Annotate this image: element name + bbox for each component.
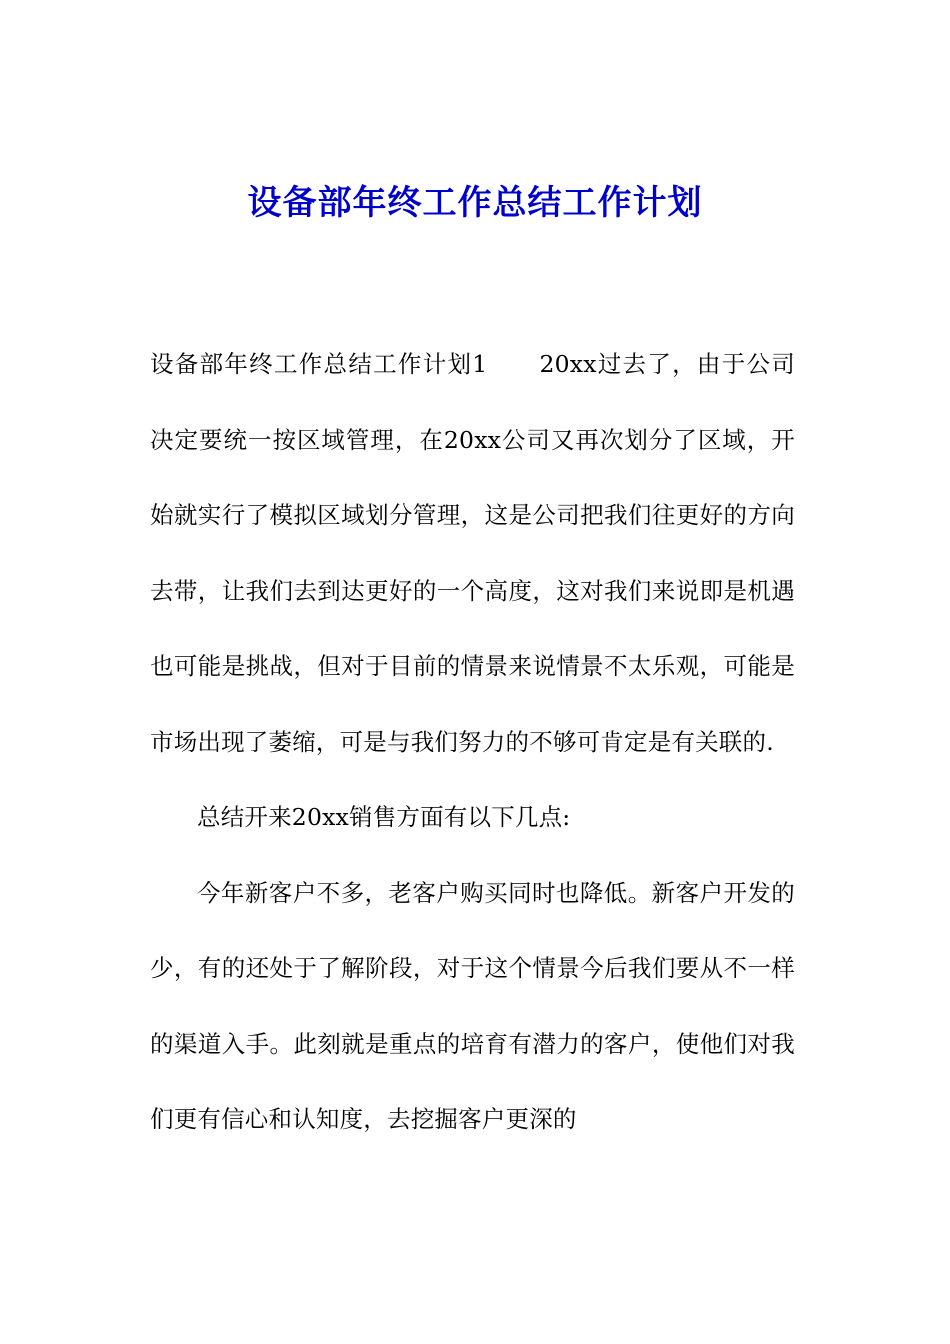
paragraph-2: 总结开来20xx销售方面有以下几点:: [197, 803, 571, 831]
paragraph-1: [150, 327, 795, 780]
paragraph-1-text: 20xx过去了，由于公司决定要统一按区域管理，在20xx公司又再次划分了区域，开始就实行了模拟区域划分管理，这是公司把我们往更好的方向去带，让我们去到达更好的一个高度，这对我们来说即是机遇也可能是挑战，但对于目前的情景来说情景不太乐观，可能是市场出现了萎缩，可是与我们努力的不够可肯定是有关联的.: [150, 350, 795, 756]
paragraph-1-lead: 设备部年终工作总结工作计划1: [150, 350, 488, 378]
paragraph-3: 今年新客户不多，老客户购买同时也降低。新客户开发的少，有的还处于了解阶段，对于这个情景今后我们要从不一样的渠道入手。此刻就是重点的培育有潜力的客户，使他们对我们更有信心和认知度，去挖掘客户更深的: [150, 878, 795, 1133]
document-body: [150, 327, 795, 1158]
document-title: 设备部年终工作总结工作计划: [247, 183, 703, 223]
